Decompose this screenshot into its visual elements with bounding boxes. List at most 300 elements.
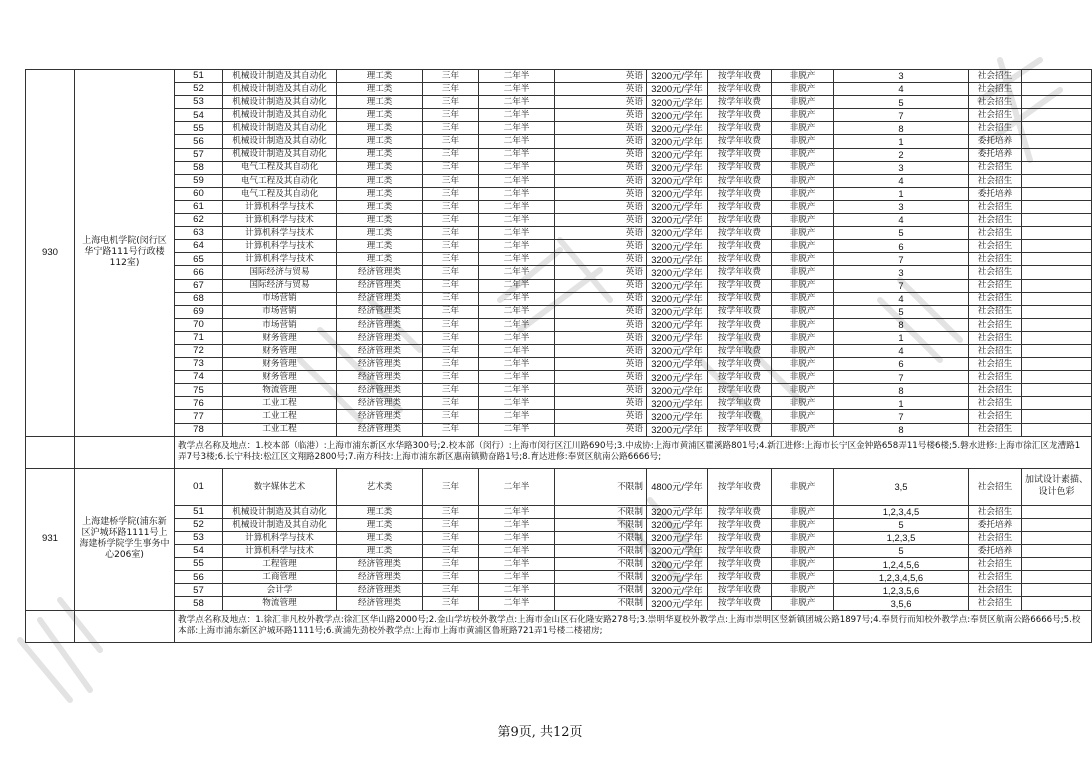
major-category: 经济管理类 xyxy=(337,331,423,344)
study-mode: 非脱产 xyxy=(772,371,834,384)
notes-spacer xyxy=(26,436,75,468)
major-category: 理工类 xyxy=(337,109,423,122)
table-row xyxy=(26,240,1092,253)
major-code: 58 xyxy=(175,597,223,610)
tuition-fee: 3200元/学年 xyxy=(647,174,708,187)
major-category: 理工类 xyxy=(337,161,423,174)
table-row xyxy=(26,148,1092,161)
enrollment-source: 社会招生 xyxy=(969,174,1022,187)
study-mode: 非脱产 xyxy=(772,558,834,571)
study-mode: 非脱产 xyxy=(772,584,834,597)
fee-mode: 按学年收费 xyxy=(708,597,772,610)
remark xyxy=(1022,571,1092,584)
foreign-language: 英语 xyxy=(555,253,647,266)
institution-name: 上海建桥学院(浦东新区沪城环路1111号上海建桥学院学生事务中心206室) xyxy=(75,468,175,610)
tuition-fee: 3200元/学年 xyxy=(647,109,708,122)
enrollment-semester: 7 xyxy=(834,371,969,384)
study-mode: 非脱产 xyxy=(772,331,834,344)
major-code: 51 xyxy=(175,505,223,518)
major-code: 66 xyxy=(175,266,223,279)
enrollment-semester: 5 xyxy=(834,545,969,558)
major-code: 54 xyxy=(175,109,223,122)
fee-mode: 按学年收费 xyxy=(708,545,772,558)
enrollment-source: 社会招生 xyxy=(969,331,1022,344)
study-mode: 非脱产 xyxy=(772,344,834,357)
fee-mode: 按学年收费 xyxy=(708,371,772,384)
tuition-fee: 3200元/学年 xyxy=(647,292,708,305)
major-name: 财务管理 xyxy=(223,331,337,344)
study-mode: 非脱产 xyxy=(772,148,834,161)
table-row xyxy=(26,227,1092,240)
enrollment-semester: 1 xyxy=(834,135,969,148)
study-length: 二年半 xyxy=(479,266,555,279)
study-mode: 非脱产 xyxy=(772,70,834,83)
tuition-fee: 3200元/学年 xyxy=(647,240,708,253)
tuition-fee: 3200元/学年 xyxy=(647,266,708,279)
table-row xyxy=(26,532,1092,545)
enrollment-source: 社会招生 xyxy=(969,423,1022,436)
enrollment-source: 社会招生 xyxy=(969,468,1022,505)
fee-mode: 按学年收费 xyxy=(708,384,772,397)
foreign-language: 英语 xyxy=(555,410,647,423)
major-name: 机械设计制造及其自动化 xyxy=(223,122,337,135)
major-category: 理工类 xyxy=(337,532,423,545)
study-length: 二年半 xyxy=(479,122,555,135)
study-mode: 非脱产 xyxy=(772,468,834,505)
study-mode: 非脱产 xyxy=(772,545,834,558)
fee-mode: 按学年收费 xyxy=(708,135,772,148)
study-mode: 非脱产 xyxy=(772,305,834,318)
major-name: 市场营销 xyxy=(223,305,337,318)
major-category: 理工类 xyxy=(337,83,423,96)
tuition-fee: 3200元/学年 xyxy=(647,358,708,371)
program-length: 三年 xyxy=(423,174,479,187)
remark xyxy=(1022,266,1092,279)
remark xyxy=(1022,358,1092,371)
tuition-fee: 3200元/学年 xyxy=(647,318,708,331)
remark xyxy=(1022,292,1092,305)
enrollment-semester: 3 xyxy=(834,266,969,279)
study-mode: 非脱产 xyxy=(772,227,834,240)
tuition-fee: 3200元/学年 xyxy=(647,410,708,423)
enrollment-semester: 8 xyxy=(834,318,969,331)
enrollment-source: 委托培养 xyxy=(969,545,1022,558)
foreign-language: 英语 xyxy=(555,70,647,83)
major-category: 经济管理类 xyxy=(337,318,423,331)
enrollment-semester: 3 xyxy=(834,200,969,213)
study-mode: 非脱产 xyxy=(772,279,834,292)
enrollment-semester: 3,5,6 xyxy=(834,597,969,610)
foreign-language: 不限制 xyxy=(555,571,647,584)
major-category: 经济管理类 xyxy=(337,384,423,397)
enrollment-semester: 1,2,3,4,5,6 xyxy=(834,571,969,584)
table-row xyxy=(26,109,1092,122)
fee-mode: 按学年收费 xyxy=(708,70,772,83)
fee-mode: 按学年收费 xyxy=(708,266,772,279)
study-length: 二年半 xyxy=(479,214,555,227)
major-code: 76 xyxy=(175,397,223,410)
table-row xyxy=(26,70,1092,83)
program-length: 三年 xyxy=(423,109,479,122)
enrollment-source: 社会招生 xyxy=(969,410,1022,423)
foreign-language: 英语 xyxy=(555,148,647,161)
enrollment-source: 社会招生 xyxy=(969,279,1022,292)
fee-mode: 按学年收费 xyxy=(708,571,772,584)
remark xyxy=(1022,135,1092,148)
major-category: 理工类 xyxy=(337,174,423,187)
fee-mode: 按学年收费 xyxy=(708,584,772,597)
fee-mode: 按学年收费 xyxy=(708,518,772,531)
major-category: 理工类 xyxy=(337,187,423,200)
enrollment-semester: 8 xyxy=(834,423,969,436)
major-code: 57 xyxy=(175,584,223,597)
fee-mode: 按学年收费 xyxy=(708,331,772,344)
major-name: 计算机科学与技术 xyxy=(223,253,337,266)
table-row xyxy=(26,200,1092,213)
study-mode: 非脱产 xyxy=(772,109,834,122)
remark xyxy=(1022,83,1092,96)
program-length: 三年 xyxy=(423,187,479,200)
program-length: 三年 xyxy=(423,122,479,135)
table-row xyxy=(26,410,1092,423)
institution-name: 上海电机学院(闵行区华宁路111号行政楼112室) xyxy=(75,70,175,437)
program-length: 三年 xyxy=(423,410,479,423)
major-category: 理工类 xyxy=(337,214,423,227)
foreign-language: 英语 xyxy=(555,292,647,305)
program-length: 三年 xyxy=(423,571,479,584)
major-name: 电气工程及其自动化 xyxy=(223,161,337,174)
major-code: 64 xyxy=(175,240,223,253)
major-name: 机械设计制造及其自动化 xyxy=(223,148,337,161)
study-length: 二年半 xyxy=(479,279,555,292)
tuition-fee: 3200元/学年 xyxy=(647,584,708,597)
major-category: 艺术类 xyxy=(337,468,423,505)
major-name: 机械设计制造及其自动化 xyxy=(223,135,337,148)
major-code: 57 xyxy=(175,148,223,161)
study-length: 二年半 xyxy=(479,253,555,266)
major-name: 市场营销 xyxy=(223,318,337,331)
table-row xyxy=(26,505,1092,518)
enrollment-semester: 5 xyxy=(834,96,969,109)
foreign-language: 英语 xyxy=(555,358,647,371)
study-length: 二年半 xyxy=(479,397,555,410)
enrollment-source: 社会招生 xyxy=(969,240,1022,253)
remark xyxy=(1022,279,1092,292)
enrollment-source: 社会招生 xyxy=(969,214,1022,227)
study-length: 二年半 xyxy=(479,384,555,397)
table-row xyxy=(26,558,1092,571)
study-length: 二年半 xyxy=(479,344,555,357)
program-length: 三年 xyxy=(423,253,479,266)
enrollment-source: 社会招生 xyxy=(969,161,1022,174)
major-name: 会计学 xyxy=(223,584,337,597)
study-length: 二年半 xyxy=(479,468,555,505)
remark xyxy=(1022,253,1092,266)
major-name: 计算机科学与技术 xyxy=(223,240,337,253)
fee-mode: 按学年收费 xyxy=(708,161,772,174)
fee-mode: 按学年收费 xyxy=(708,174,772,187)
remark xyxy=(1022,214,1092,227)
table-row xyxy=(26,518,1092,531)
major-code: 53 xyxy=(175,96,223,109)
institution-code: 931 xyxy=(26,468,75,610)
major-code: 61 xyxy=(175,200,223,213)
table-row xyxy=(26,279,1092,292)
tuition-fee: 3200元/学年 xyxy=(647,135,708,148)
remark xyxy=(1022,558,1092,571)
study-length: 二年半 xyxy=(479,518,555,531)
major-category: 理工类 xyxy=(337,227,423,240)
major-code: 56 xyxy=(175,135,223,148)
fee-mode: 按学年收费 xyxy=(708,96,772,109)
study-mode: 非脱产 xyxy=(772,571,834,584)
plan-sheet xyxy=(25,69,1092,643)
major-code: 62 xyxy=(175,214,223,227)
major-category: 经济管理类 xyxy=(337,371,423,384)
study-length: 二年半 xyxy=(479,240,555,253)
fee-mode: 按学年收费 xyxy=(708,558,772,571)
program-length: 三年 xyxy=(423,358,479,371)
enrollment-semester: 1 xyxy=(834,397,969,410)
table-row xyxy=(26,397,1092,410)
enrollment-source: 委托培养 xyxy=(969,187,1022,200)
table-row xyxy=(26,331,1092,344)
major-name: 物流管理 xyxy=(223,597,337,610)
fee-mode: 按学年收费 xyxy=(708,240,772,253)
remark xyxy=(1022,122,1092,135)
fee-mode: 按学年收费 xyxy=(708,305,772,318)
study-length: 二年半 xyxy=(479,305,555,318)
program-length: 三年 xyxy=(423,505,479,518)
study-length: 二年半 xyxy=(479,331,555,344)
major-category: 理工类 xyxy=(337,253,423,266)
major-name: 机械设计制造及其自动化 xyxy=(223,70,337,83)
table-row xyxy=(26,545,1092,558)
tuition-fee: 4800元/学年 xyxy=(647,468,708,505)
study-mode: 非脱产 xyxy=(772,292,834,305)
major-code: 70 xyxy=(175,318,223,331)
study-mode: 非脱产 xyxy=(772,358,834,371)
enrollment-source: 社会招生 xyxy=(969,558,1022,571)
table-row xyxy=(26,305,1092,318)
foreign-language: 英语 xyxy=(555,305,647,318)
enrollment-source: 社会招生 xyxy=(969,358,1022,371)
foreign-language: 英语 xyxy=(555,214,647,227)
fee-mode: 按学年收费 xyxy=(708,122,772,135)
major-category: 经济管理类 xyxy=(337,423,423,436)
major-name: 工业工程 xyxy=(223,423,337,436)
enrollment-source: 社会招生 xyxy=(969,227,1022,240)
remark xyxy=(1022,187,1092,200)
foreign-language: 英语 xyxy=(555,227,647,240)
fee-mode: 按学年收费 xyxy=(708,200,772,213)
tuition-fee: 3200元/学年 xyxy=(647,558,708,571)
program-length: 三年 xyxy=(423,545,479,558)
major-code: 55 xyxy=(175,122,223,135)
major-code: 01 xyxy=(175,468,223,505)
program-length: 三年 xyxy=(423,384,479,397)
enrollment-semester: 1,2,3,5 xyxy=(834,532,969,545)
remark xyxy=(1022,318,1092,331)
major-name: 计算机科学与技术 xyxy=(223,545,337,558)
major-name: 财务管理 xyxy=(223,358,337,371)
tuition-fee: 3200元/学年 xyxy=(647,597,708,610)
program-length: 三年 xyxy=(423,70,479,83)
tuition-fee: 3200元/学年 xyxy=(647,279,708,292)
major-category: 经济管理类 xyxy=(337,344,423,357)
enrollment-source: 委托培养 xyxy=(969,518,1022,531)
remark xyxy=(1022,148,1092,161)
major-name: 计算机科学与技术 xyxy=(223,200,337,213)
major-name: 工程管理 xyxy=(223,558,337,571)
foreign-language: 不限制 xyxy=(555,518,647,531)
program-length: 三年 xyxy=(423,371,479,384)
study-mode: 非脱产 xyxy=(772,122,834,135)
remark xyxy=(1022,545,1092,558)
major-name: 计算机科学与技术 xyxy=(223,227,337,240)
enrollment-source: 社会招生 xyxy=(969,371,1022,384)
major-code: 71 xyxy=(175,331,223,344)
foreign-language: 英语 xyxy=(555,135,647,148)
program-length: 三年 xyxy=(423,318,479,331)
major-code: 77 xyxy=(175,410,223,423)
study-length: 二年半 xyxy=(479,187,555,200)
program-length: 三年 xyxy=(423,214,479,227)
program-length: 三年 xyxy=(423,344,479,357)
tuition-fee: 3200元/学年 xyxy=(647,344,708,357)
fee-mode: 按学年收费 xyxy=(708,532,772,545)
study-length: 二年半 xyxy=(479,318,555,331)
table-row xyxy=(26,318,1092,331)
major-code: 68 xyxy=(175,292,223,305)
tuition-fee: 3200元/学年 xyxy=(647,331,708,344)
remark: 加试设计素描、设计色彩 xyxy=(1022,468,1092,505)
major-code: 55 xyxy=(175,558,223,571)
major-category: 理工类 xyxy=(337,96,423,109)
tuition-fee: 3200元/学年 xyxy=(647,545,708,558)
enrollment-semester: 6 xyxy=(834,240,969,253)
study-length: 二年半 xyxy=(479,423,555,436)
remark xyxy=(1022,532,1092,545)
remark xyxy=(1022,423,1092,436)
fee-mode: 按学年收费 xyxy=(708,397,772,410)
foreign-language: 英语 xyxy=(555,96,647,109)
major-name: 工业工程 xyxy=(223,397,337,410)
major-name: 计算机科学与技术 xyxy=(223,214,337,227)
foreign-language: 英语 xyxy=(555,318,647,331)
major-name: 市场营销 xyxy=(223,292,337,305)
tuition-fee: 3200元/学年 xyxy=(647,532,708,545)
study-mode: 非脱产 xyxy=(772,174,834,187)
remark xyxy=(1022,371,1092,384)
fee-mode: 按学年收费 xyxy=(708,410,772,423)
remark xyxy=(1022,200,1092,213)
program-length: 三年 xyxy=(423,148,479,161)
enrollment-semester: 4 xyxy=(834,83,969,96)
program-length: 三年 xyxy=(423,331,479,344)
fee-mode: 按学年收费 xyxy=(708,148,772,161)
major-category: 经济管理类 xyxy=(337,397,423,410)
table-row xyxy=(26,571,1092,584)
fee-mode: 按学年收费 xyxy=(708,253,772,266)
enrollment-source: 社会招生 xyxy=(969,397,1022,410)
enrollment-source: 社会招生 xyxy=(969,266,1022,279)
enrollment-source: 社会招生 xyxy=(969,253,1022,266)
foreign-language: 英语 xyxy=(555,83,647,96)
fee-mode: 按学年收费 xyxy=(708,214,772,227)
major-code: 73 xyxy=(175,358,223,371)
tuition-fee: 3200元/学年 xyxy=(647,83,708,96)
enrollment-semester: 7 xyxy=(834,279,969,292)
foreign-language: 不限制 xyxy=(555,505,647,518)
tuition-fee: 3200元/学年 xyxy=(647,122,708,135)
foreign-language: 英语 xyxy=(555,279,647,292)
remark xyxy=(1022,109,1092,122)
enrollment-source: 社会招生 xyxy=(969,70,1022,83)
major-category: 理工类 xyxy=(337,70,423,83)
table-row xyxy=(26,253,1092,266)
remark xyxy=(1022,410,1092,423)
program-length: 三年 xyxy=(423,266,479,279)
table-row xyxy=(26,597,1092,610)
study-length: 二年半 xyxy=(479,292,555,305)
enrollment-source: 社会招生 xyxy=(969,83,1022,96)
major-name: 工业工程 xyxy=(223,410,337,423)
enrollment-source: 社会招生 xyxy=(969,344,1022,357)
enrollment-semester: 1 xyxy=(834,187,969,200)
tuition-fee: 3200元/学年 xyxy=(647,148,708,161)
enrollment-semester: 7 xyxy=(834,109,969,122)
remark xyxy=(1022,584,1092,597)
tuition-fee: 3200元/学年 xyxy=(647,571,708,584)
table-row xyxy=(26,423,1092,436)
enrollment-semester: 4 xyxy=(834,214,969,227)
enrollment-source: 社会招生 xyxy=(969,597,1022,610)
fee-mode: 按学年收费 xyxy=(708,292,772,305)
program-length: 三年 xyxy=(423,292,479,305)
major-category: 经济管理类 xyxy=(337,571,423,584)
notes-spacer xyxy=(75,610,175,642)
fee-mode: 按学年收费 xyxy=(708,358,772,371)
program-length: 三年 xyxy=(423,558,479,571)
table-row xyxy=(26,161,1092,174)
foreign-language: 英语 xyxy=(555,331,647,344)
major-code: 60 xyxy=(175,187,223,200)
study-mode: 非脱产 xyxy=(772,187,834,200)
foreign-language: 英语 xyxy=(555,384,647,397)
notes-spacer xyxy=(75,436,175,468)
program-length: 三年 xyxy=(423,161,479,174)
enrollment-source: 社会招生 xyxy=(969,305,1022,318)
remark xyxy=(1022,397,1092,410)
remark xyxy=(1022,96,1092,109)
study-mode: 非脱产 xyxy=(772,240,834,253)
major-code: 54 xyxy=(175,545,223,558)
study-mode: 非脱产 xyxy=(772,397,834,410)
major-name: 财务管理 xyxy=(223,371,337,384)
major-name: 机械设计制造及其自动化 xyxy=(223,505,337,518)
enrollment-semester: 4 xyxy=(834,174,969,187)
enrollment-semester: 3 xyxy=(834,70,969,83)
table-row xyxy=(26,214,1092,227)
major-name: 数字媒体艺术 xyxy=(223,468,337,505)
major-code: 75 xyxy=(175,384,223,397)
remark xyxy=(1022,161,1092,174)
study-mode: 非脱产 xyxy=(772,96,834,109)
table-row xyxy=(26,83,1092,96)
foreign-language: 英语 xyxy=(555,344,647,357)
foreign-language: 不限制 xyxy=(555,597,647,610)
